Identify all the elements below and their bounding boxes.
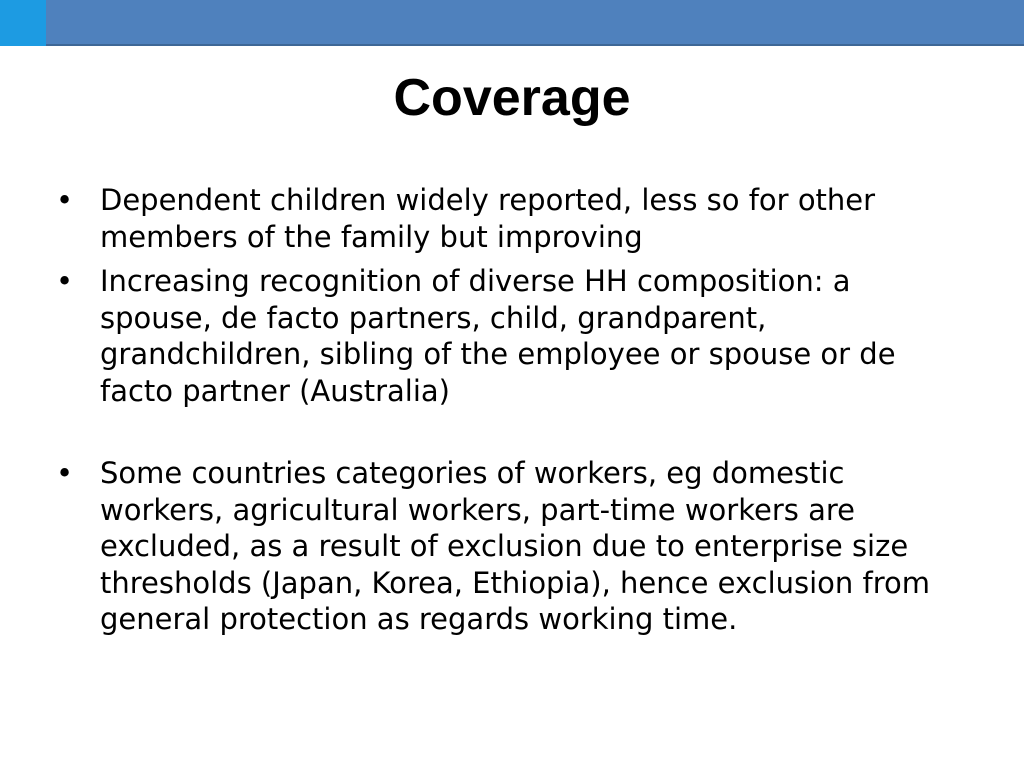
bullet-item-household-composition <box>56 263 966 409</box>
header-bar <box>46 0 1024 46</box>
bullet-dot-icon: • <box>56 183 74 217</box>
bullet-text: Some countries categories of workers, eg domestic workers, agricultural workers, part-time workers are excluded, as a result of exclusion due to enterprise size thresholds (Japan, Korea, Ethiopia), hence exclusion from general protection as regards working time. <box>100 456 931 636</box>
bullet-dot-icon: • <box>56 264 74 298</box>
header-accent-square <box>0 0 46 46</box>
bullet-list <box>56 182 966 646</box>
bullet-item-excluded-workers <box>56 455 966 638</box>
bullet-text: Dependent children widely reported, less so for other members of the family but improving <box>100 183 876 254</box>
bullet-dot-icon: • <box>56 456 74 490</box>
bullet-text: Increasing recognition of diverse HH composition: a spouse, de facto partners, child, grandparent, grandchildren, sibling of the employee or spouse or de facto partner (Australia) <box>100 264 896 408</box>
bullet-item-dependent-children <box>56 182 966 255</box>
slide-title: Coverage <box>393 69 631 127</box>
header-band <box>0 0 1024 46</box>
